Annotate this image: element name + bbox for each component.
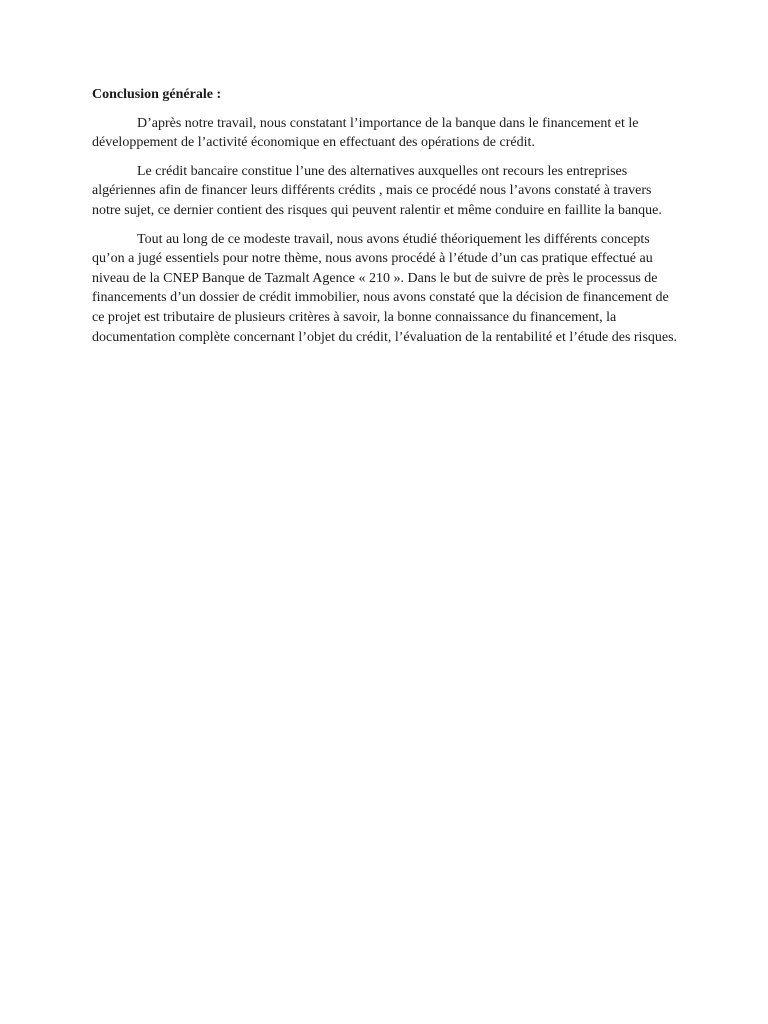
paragraph-3: Tout au long de ce modeste travail, nous avons étudié théoriquement les différents concepts qu’on a jugé essentiels pour notre thème, nous avons procédé à l’étude d’un cas pratique effectué au niveau de la CNEP Banque de Tazmalt Agence « 210 ». Dans le but de suivre de près le processus de financements d’un dossier de crédit immobilier, nous avons constaté que la décision de financement de ce projet est tributaire de plusieurs critères à savoir, la bonne connaissance du financement, la documentation complète concernant l’objet du crédit, l’évaluation de la rentabilité et l’étude des risques. — [92, 231, 678, 345]
paragraph-2: Le crédit bancaire constitue l’une des alternatives auxquelles ont recours les entreprises algériennes afin de financer leurs différents crédits , mais ce procédé nous l’avons constaté à travers notre sujet, ce dernier contient des risques qui peuvent ralentir et même conduire en faillite la banque. — [92, 163, 662, 218]
paragraph-1: D’après notre travail, nous constatant l’importance de la banque dans le financement et le développement de l’activité économique en effectuant des opérations de crédit. — [92, 115, 639, 151]
conclusion-heading: Conclusion générale : — [92, 87, 222, 102]
document-body — [92, 85, 682, 356]
